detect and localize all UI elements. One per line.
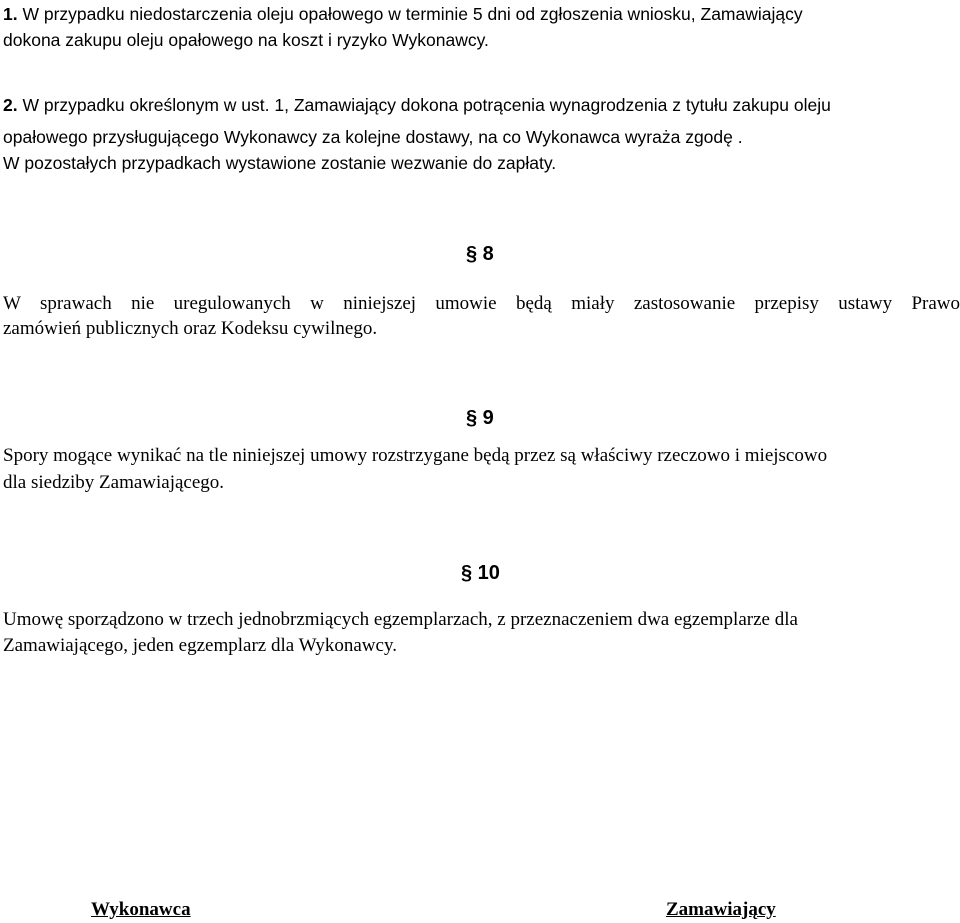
paragraph-2-line-1: [3, 92, 831, 118]
section-8-heading: § 8: [466, 243, 494, 265]
section-9-line-2: dla siedziby Zamawiającego.: [3, 472, 225, 493]
signature-contractor: Wykonawca: [91, 899, 191, 920]
paragraph-2-number: 2.: [3, 95, 18, 115]
section-8-line-1: W sprawach nie uregulowanych w niniejszej umowie będą miały zastosowanie przepisy ustawy Prawo: [3, 293, 960, 314]
section-10-line-2: Zamawiającego, jeden egzemplarz dla Wykonawcy.: [3, 635, 397, 656]
paragraph-2-line-2: opałowego przysługującego Wykonawcy za kolejne dostawy, na co Wykonawca wyraża zgodę .: [3, 127, 743, 147]
paragraph-1-number: 1.: [3, 4, 18, 24]
paragraph-2-line-3: W pozostałych przypadkach wystawione zostanie wezwanie do zapłaty.: [3, 153, 557, 173]
section-8-line-2: zamówień publicznych oraz Kodeksu cywilnego.: [3, 318, 378, 339]
signature-ordering-party: Zamawiający: [666, 899, 776, 920]
section-10-heading: § 10: [461, 562, 500, 584]
section-9-line-1: Spory mogące wynikać na tle niniejszej umowy rozstrzygane będą przez są właściwy rzeczowo i miejscowo: [3, 445, 828, 466]
section-10-line-1: Umowę sporządzono w trzech jednobrzmiących egzemplarzach, z przeznaczeniem dwa egzemplarze dla: [3, 609, 798, 630]
paragraph-1-line-1: [3, 1, 803, 27]
paragraph-1-text: W przypadku niedostarczenia oleju opałowego w terminie 5 dni od zgłoszenia wniosku, Zamawiający: [22, 4, 803, 24]
paragraph-2-text: W przypadku określonym w ust. 1, Zamawiający dokona potrącenia wynagrodzenia z tytułu zakupu oleju: [22, 95, 831, 115]
paragraph-1-line-2: dokona zakupu oleju opałowego na koszt i ryzyko Wykonawcy.: [3, 30, 489, 50]
section-9-heading: § 9: [466, 407, 494, 429]
